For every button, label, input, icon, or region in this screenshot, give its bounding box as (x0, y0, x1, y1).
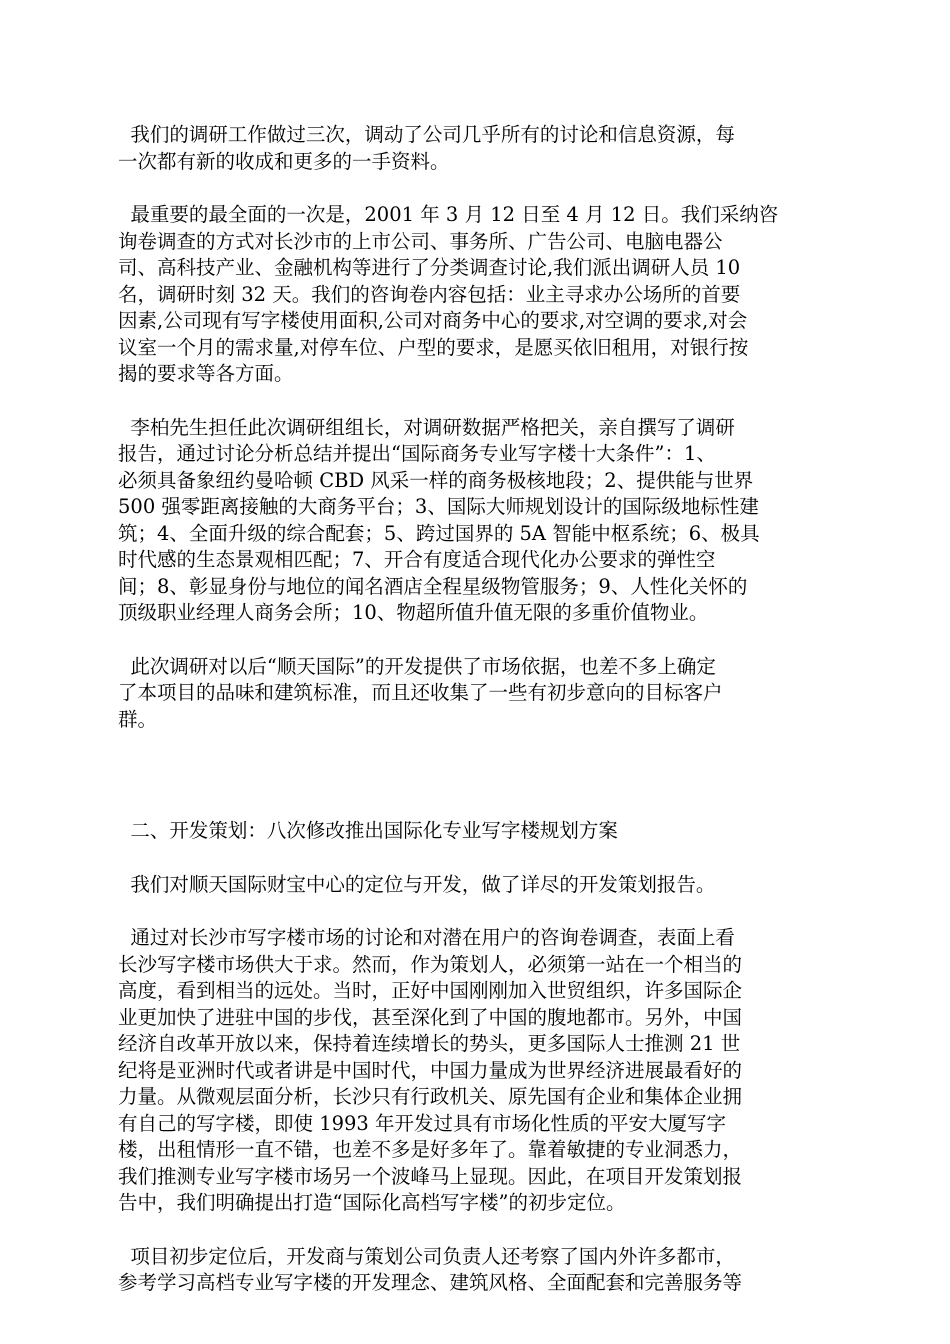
text-line: 询卷调查的方式对长沙市的上市公司、事务所、广告公司、电脑电器公 (118, 229, 723, 253)
text-line: 通过对长沙市写字楼市场的讨论和对潜在用户的咨询卷调查，表面上看 (118, 926, 735, 949)
text-line: 有自己的写字楼，即使 1993 年开发过具有市场化性质的平安大厦写字 (118, 1111, 727, 1135)
text-line: 间；8、彰显身份与地位的闻名酒店全程星级物管服务；9、人性化关怀的 (118, 574, 748, 598)
section-heading (118, 818, 832, 845)
text-line: 顶级职业经理人商务会所；10、物超所值升值无限的多重价值物业。 (118, 601, 709, 624)
text-line: 楼，出租情形一直不错，也差不多是好多年了。靠着敏捷的专业洞悉力， (118, 1138, 743, 1161)
text-line: 了本项目的品味和建筑标准，而且还收集了一些有初步意向的目标客户 (118, 681, 723, 704)
text-line: 时代感的生态景观相匹配；7、开合有度适合现代化办公要求的弹性空 (118, 548, 716, 571)
text-line: 司、高科技产业、金融机构等进行了分类调查讨论,我们派出调研人员 10 (118, 256, 741, 279)
paragraph-market-analysis (118, 925, 832, 1217)
text-line: 必须具备象纽约曼哈顿 CBD 风采一样的商务极核地段；2、提供能与世界 (118, 468, 754, 492)
text-line: 筑；4、全面升级的综合配套；5、跨过国界的 5A 智能中枢系统；6、极具 (118, 521, 760, 545)
text-line: 项目初步定位后，开发商与策划公司负责人还考察了国内外许多都市， (118, 1244, 735, 1268)
text-line: 力量。从微观层面分析，长沙只有行政机关、原先国有企业和集体企业拥 (118, 1085, 743, 1108)
text-line: 一次都有新的收成和更多的一手资料。 (118, 149, 450, 173)
heading-line: 二、开发策划：八次修改推出国际化专业写字楼规划方案 (118, 819, 618, 842)
paragraph-survey-result (118, 654, 832, 734)
text-line: 高度，看到相当的远处。当时，正好中国刚刚加入世贸组织，许多国际企 (118, 979, 743, 1002)
text-line: 告中，我们明确提出打造“国际化高档写字楼”的初步定位。 (118, 1191, 626, 1214)
paragraph-main-survey (118, 202, 832, 388)
paragraph-survey-intro (118, 122, 832, 175)
paragraph-ten-conditions (118, 415, 832, 627)
text-line: 最重要的最全面的一次是，2001 年 3 月 12 日至 4 月 12 日。我们采纳咨 (118, 203, 779, 226)
text-line: 议室一个月的需求量,对停车位、户型的要求，是愿买依旧租用，对银行按 (118, 335, 749, 359)
text-line: 我们对顺天国际财宝中心的定位与开发，做了详尽的开发策划报告。 (118, 872, 716, 896)
text-line: 此次调研对以后“顺天国际”的开发提供了市场依据，也差不多上确定 (118, 654, 716, 678)
text-line: 500 强零距离接触的大商务平台；3、国际大师规划设计的国际级地标性建 (118, 495, 759, 518)
text-line: 群。 (118, 707, 158, 731)
text-line: 李柏先生担任此次调研组组长，对调研数据严格把关，亲自撰写了调研 (118, 415, 735, 439)
text-line: 揭的要求等各方面。 (118, 362, 294, 385)
text-line: 长沙写字楼市场供大于求。然而，作为策划人，必须第一站在一个相当的 (118, 952, 743, 976)
paragraph-planning-report (118, 872, 832, 899)
paragraph-site-visits (118, 1244, 832, 1297)
text-line: 我们推测专业写字楼市场另一个波峰马上显现。因此，在项目开发策划报 (118, 1164, 743, 1188)
document-page (118, 122, 832, 1297)
text-line: 经济自改革开放以来，保持着连续增长的势头，更多国际人士推测 21 世 (118, 1032, 741, 1055)
text-line: 业更加快了进驻中国的步伐，甚至深化到了中国的腹地都市。另外，中国 (118, 1005, 743, 1029)
text-line: 因素,公司现有写字楼使用面积,公司对商务中心的要求,对空调的要求,对会 (118, 309, 748, 332)
text-line: 报告，通过讨论分析总结并提出“国际商务专业写字楼十大条件”：1、 (118, 442, 716, 465)
text-line: 名，调研时刻 32 天。我们的咨询卷内容包括：业主寻求办公场所的首要 (118, 282, 741, 306)
text-line: 参考学习高档专业写字楼的开发理念、建筑风格、全面配套和完善服务等 (118, 1271, 743, 1294)
text-line: 纪将是亚洲时代或者讲是中国时代，中国力量成为世界经济进展最看好的 (118, 1058, 743, 1082)
text-line: 我们的调研工作做过三次，调动了公司几乎所有的讨论和信息资源，每 (118, 123, 735, 146)
